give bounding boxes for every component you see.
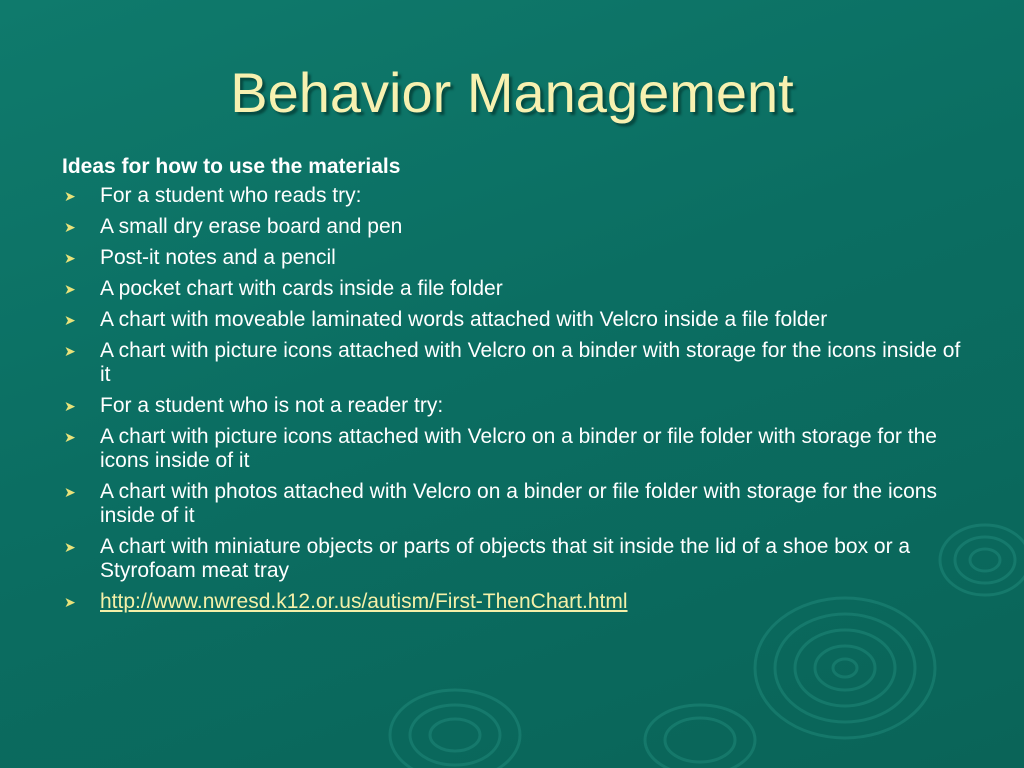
list-item-text: For a student who is not a reader try: <box>100 394 444 418</box>
arrowhead-bullet-icon: ➤ <box>64 281 76 298</box>
arrowhead-bullet-icon: ➤ <box>64 429 76 446</box>
list-item-text: A chart with photos attached with Velcro on a binder or file folder with storage for the icons inside of it <box>100 480 937 528</box>
list-item <box>62 246 962 270</box>
list-item <box>62 184 962 208</box>
list-item <box>62 480 962 528</box>
slide-title: Behavior Management <box>230 61 794 124</box>
arrowhead-bullet-icon: ➤ <box>64 539 76 556</box>
list-item <box>62 394 962 418</box>
arrowhead-bullet-icon: ➤ <box>64 484 76 501</box>
list-item-text: A pocket chart with cards inside a file folder <box>100 277 503 301</box>
arrowhead-bullet-icon: ➤ <box>64 343 76 360</box>
bullet-list <box>62 184 962 614</box>
first-then-chart-link[interactable]: http://www.nwresd.k12.or.us/autism/First-ThenChart.html <box>100 590 628 614</box>
arrowhead-bullet-icon: ➤ <box>64 188 76 205</box>
list-item <box>62 308 962 332</box>
list-item-text: A small dry erase board and pen <box>100 215 403 239</box>
list-item-text: For a student who reads try: <box>100 184 362 208</box>
list-item-text: A chart with picture icons attached with Velcro on a binder or file folder with storage for the icons inside of it <box>100 425 937 473</box>
list-item <box>62 425 962 473</box>
subheading: Ideas for how to use the materials <box>62 155 401 178</box>
slide-content <box>62 155 962 621</box>
list-item-text: A chart with moveable laminated words attached with Velcro inside a file folder <box>100 308 828 332</box>
arrowhead-bullet-icon: ➤ <box>64 250 76 267</box>
list-item-link <box>62 590 962 614</box>
list-item-text: A chart with picture icons attached with Velcro on a binder with storage for the icons inside of it <box>100 339 961 387</box>
list-item <box>62 339 962 387</box>
arrowhead-bullet-icon: ➤ <box>64 312 76 329</box>
list-item <box>62 215 962 239</box>
arrowhead-bullet-icon: ➤ <box>64 398 76 415</box>
list-item-text: A chart with miniature objects or parts of objects that sit inside the lid of a shoe box or a Styrofoam meat tray <box>100 535 911 583</box>
list-item <box>62 277 962 301</box>
list-item <box>62 535 962 583</box>
list-item-text: Post-it notes and a pencil <box>100 246 336 270</box>
arrowhead-bullet-icon: ➤ <box>64 594 76 611</box>
arrowhead-bullet-icon: ➤ <box>64 219 76 236</box>
